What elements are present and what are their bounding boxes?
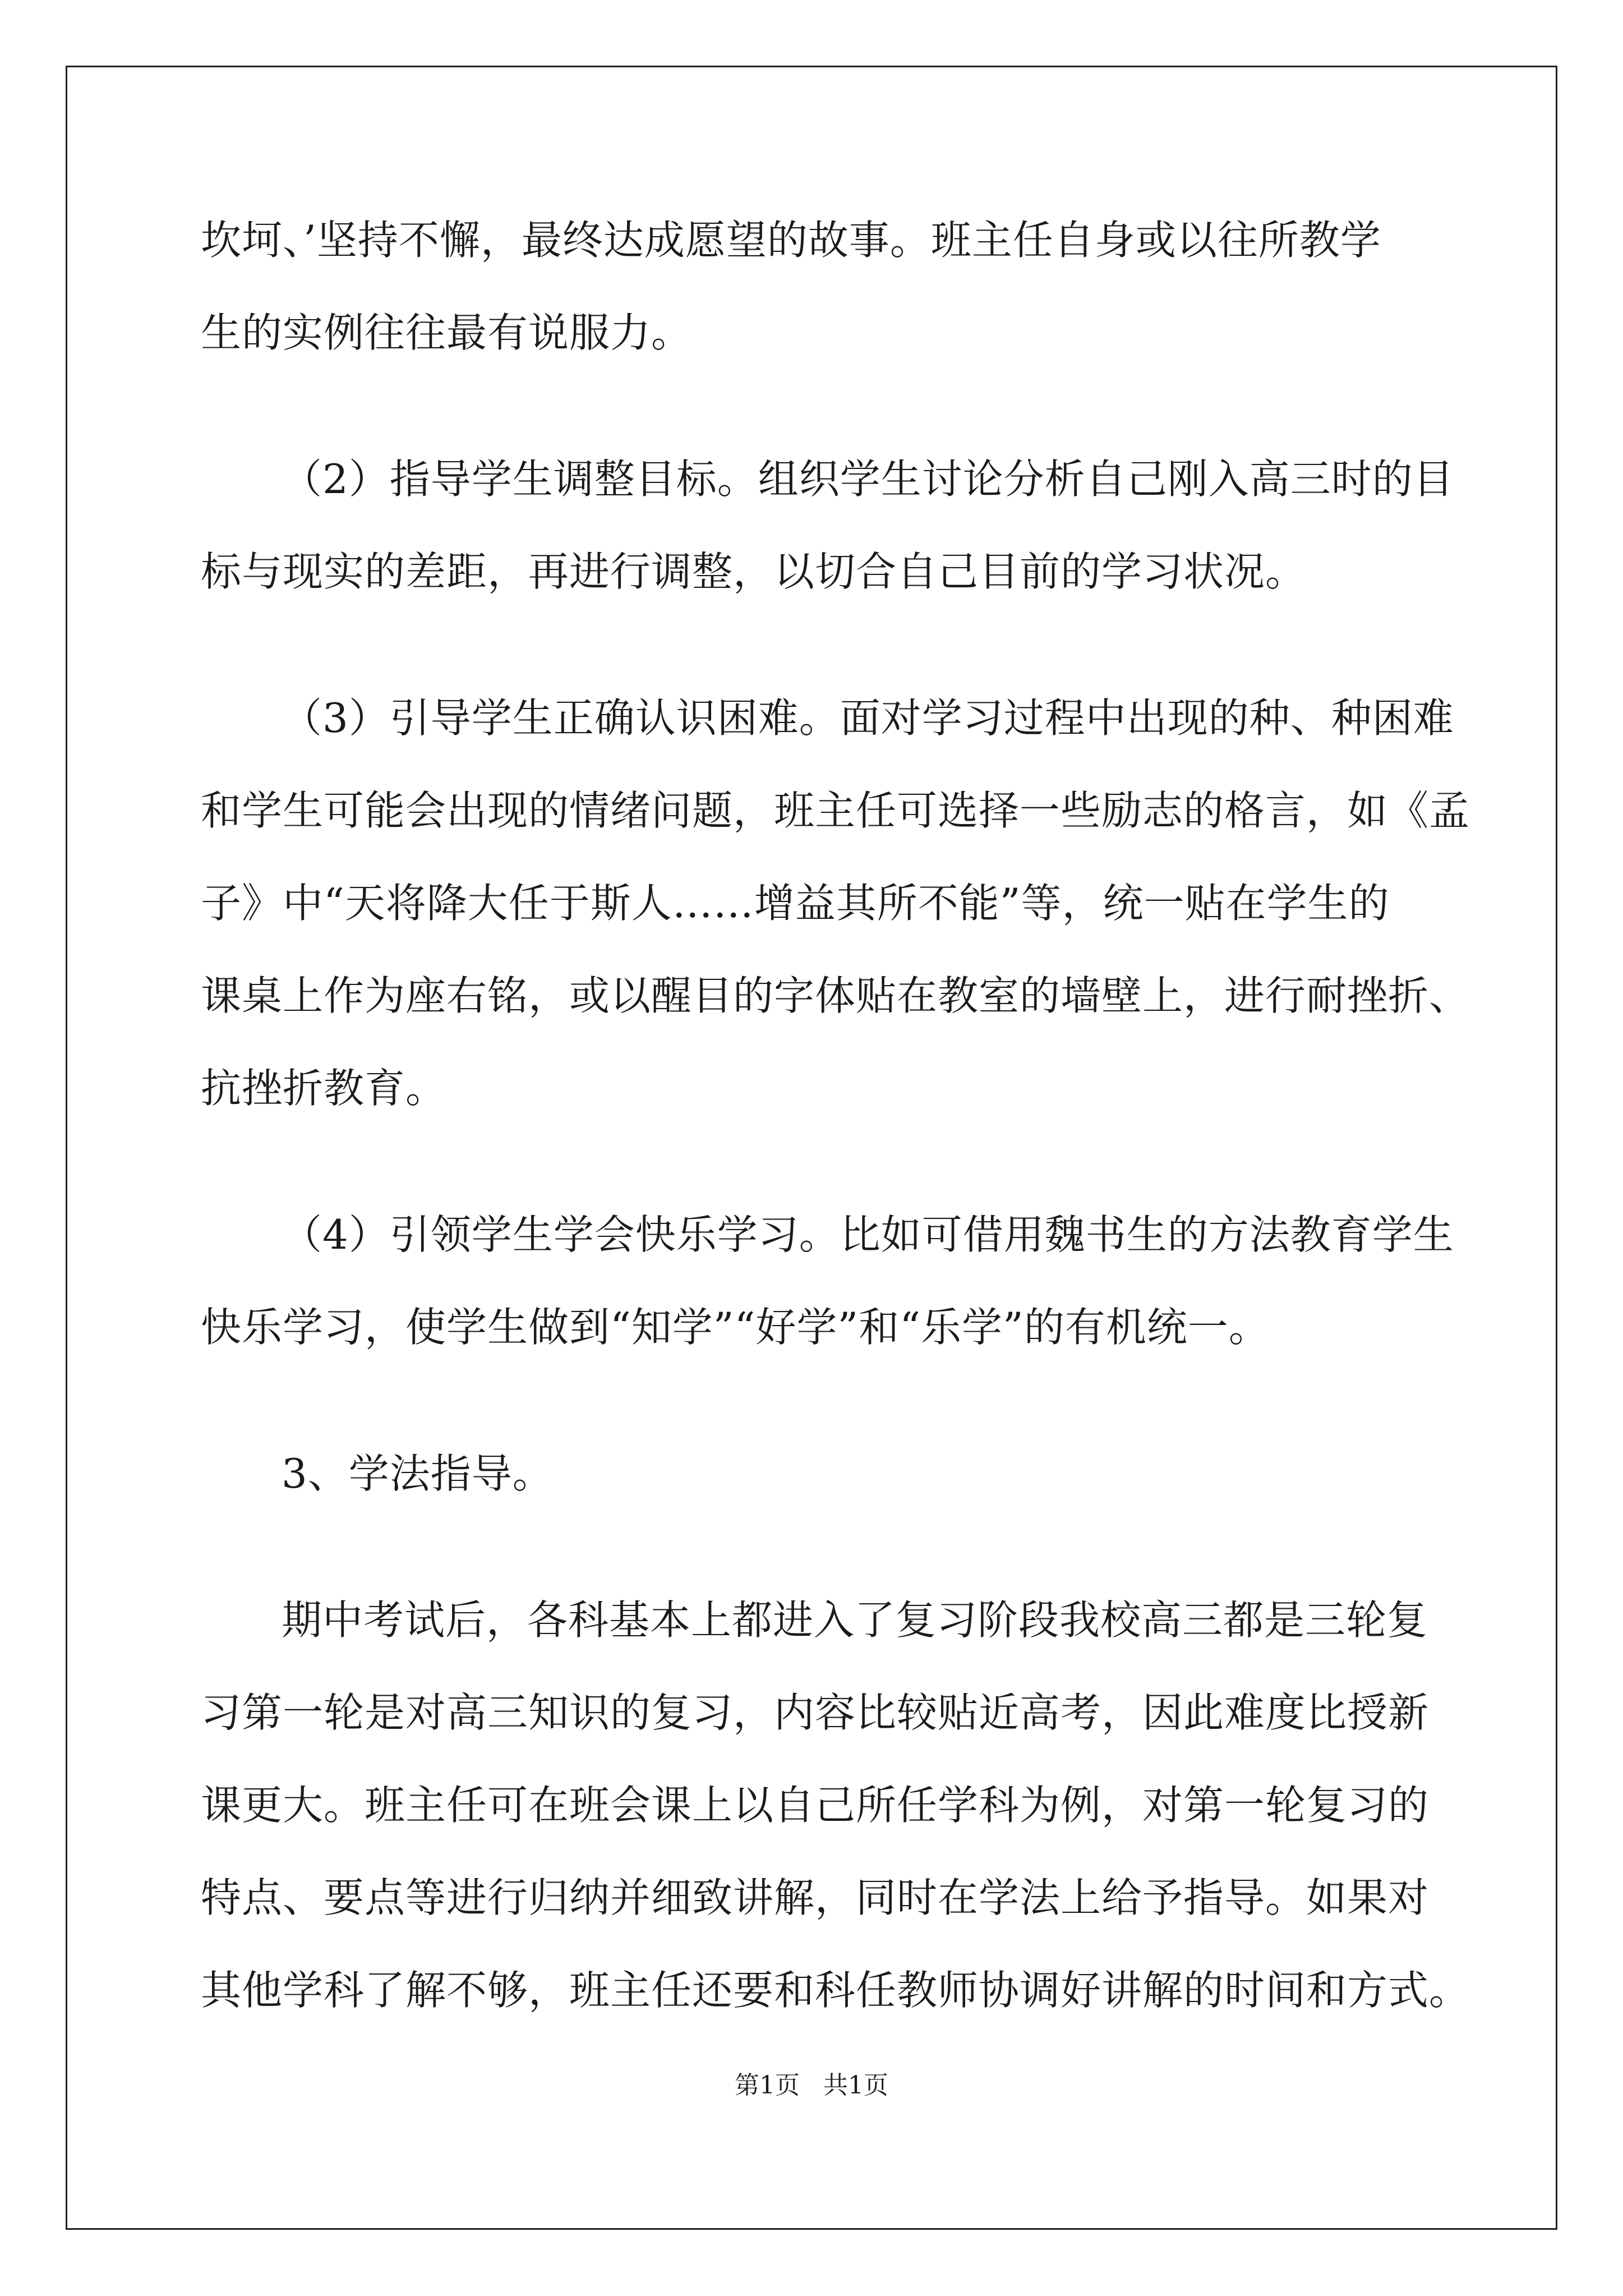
text-line: 特点、要点等进行归纳并细致讲解，同时在学法上给予指导。如果对 bbox=[201, 1874, 1430, 1921]
text-line: 抗挫折教育。 bbox=[201, 1065, 447, 1112]
text-line: 标与现实的差距，再进行调整，以切合自己目前的学习状况。 bbox=[201, 548, 1307, 595]
section-heading: 3、学法指导。 bbox=[282, 1450, 554, 1497]
paragraph-3-start: （3）引导学生正确认识困难。面对学习过程中出现的种、种困难 bbox=[282, 694, 1454, 742]
paragraph-start: 期中考试后，各科基本上都进入了复习阶段我校高三都是三轮复 bbox=[282, 1596, 1428, 1644]
text-line: 习第一轮是对高三知识的复习，内容比较贴近高考，因此难度比授新 bbox=[201, 1689, 1430, 1736]
paragraph-4-start: （4）引领学生学会快乐学习。比如可借用魏书生的方法教育学生 bbox=[282, 1211, 1454, 1258]
text-line: 课桌上作为座右铭，或以醒目的字体贴在教室的墙壁上，进行耐挫折、 bbox=[201, 972, 1470, 1019]
paragraph-2-start: （2）指导学生调整目标。组织学生讨论分析自己刚入高三时的目 bbox=[282, 455, 1454, 503]
document-body bbox=[201, 213, 1470, 2017]
text-line: 和学生可能会出现的情绪问题，班主任可选择一些励志的格言，如《孟 bbox=[201, 787, 1470, 834]
text-line: 其他学科了解不够，班主任还要和科任教师协调好讲解的时间和方式。 bbox=[201, 1967, 1470, 2014]
text-line: 课更大。班主任可在班会课上以自己所任学科为例，对第一轮复习的 bbox=[201, 1782, 1430, 1829]
text-line: 快乐学习，使学生做到“知学”“好学”和“乐学”的有机统一。 bbox=[201, 1304, 1270, 1351]
text-line: 坎坷、’坚持不懈，最终达成愿望的故事。班主任自身或以往所教学 bbox=[201, 217, 1381, 264]
page-number-footer: 第1页 共1页 bbox=[735, 2071, 888, 2100]
text-line: 子》中“天将降大任于斯人……增益其所不能”等，统一贴在学生的 bbox=[201, 880, 1390, 927]
text-line: 生的实例往往最有说服力。 bbox=[201, 309, 693, 356]
